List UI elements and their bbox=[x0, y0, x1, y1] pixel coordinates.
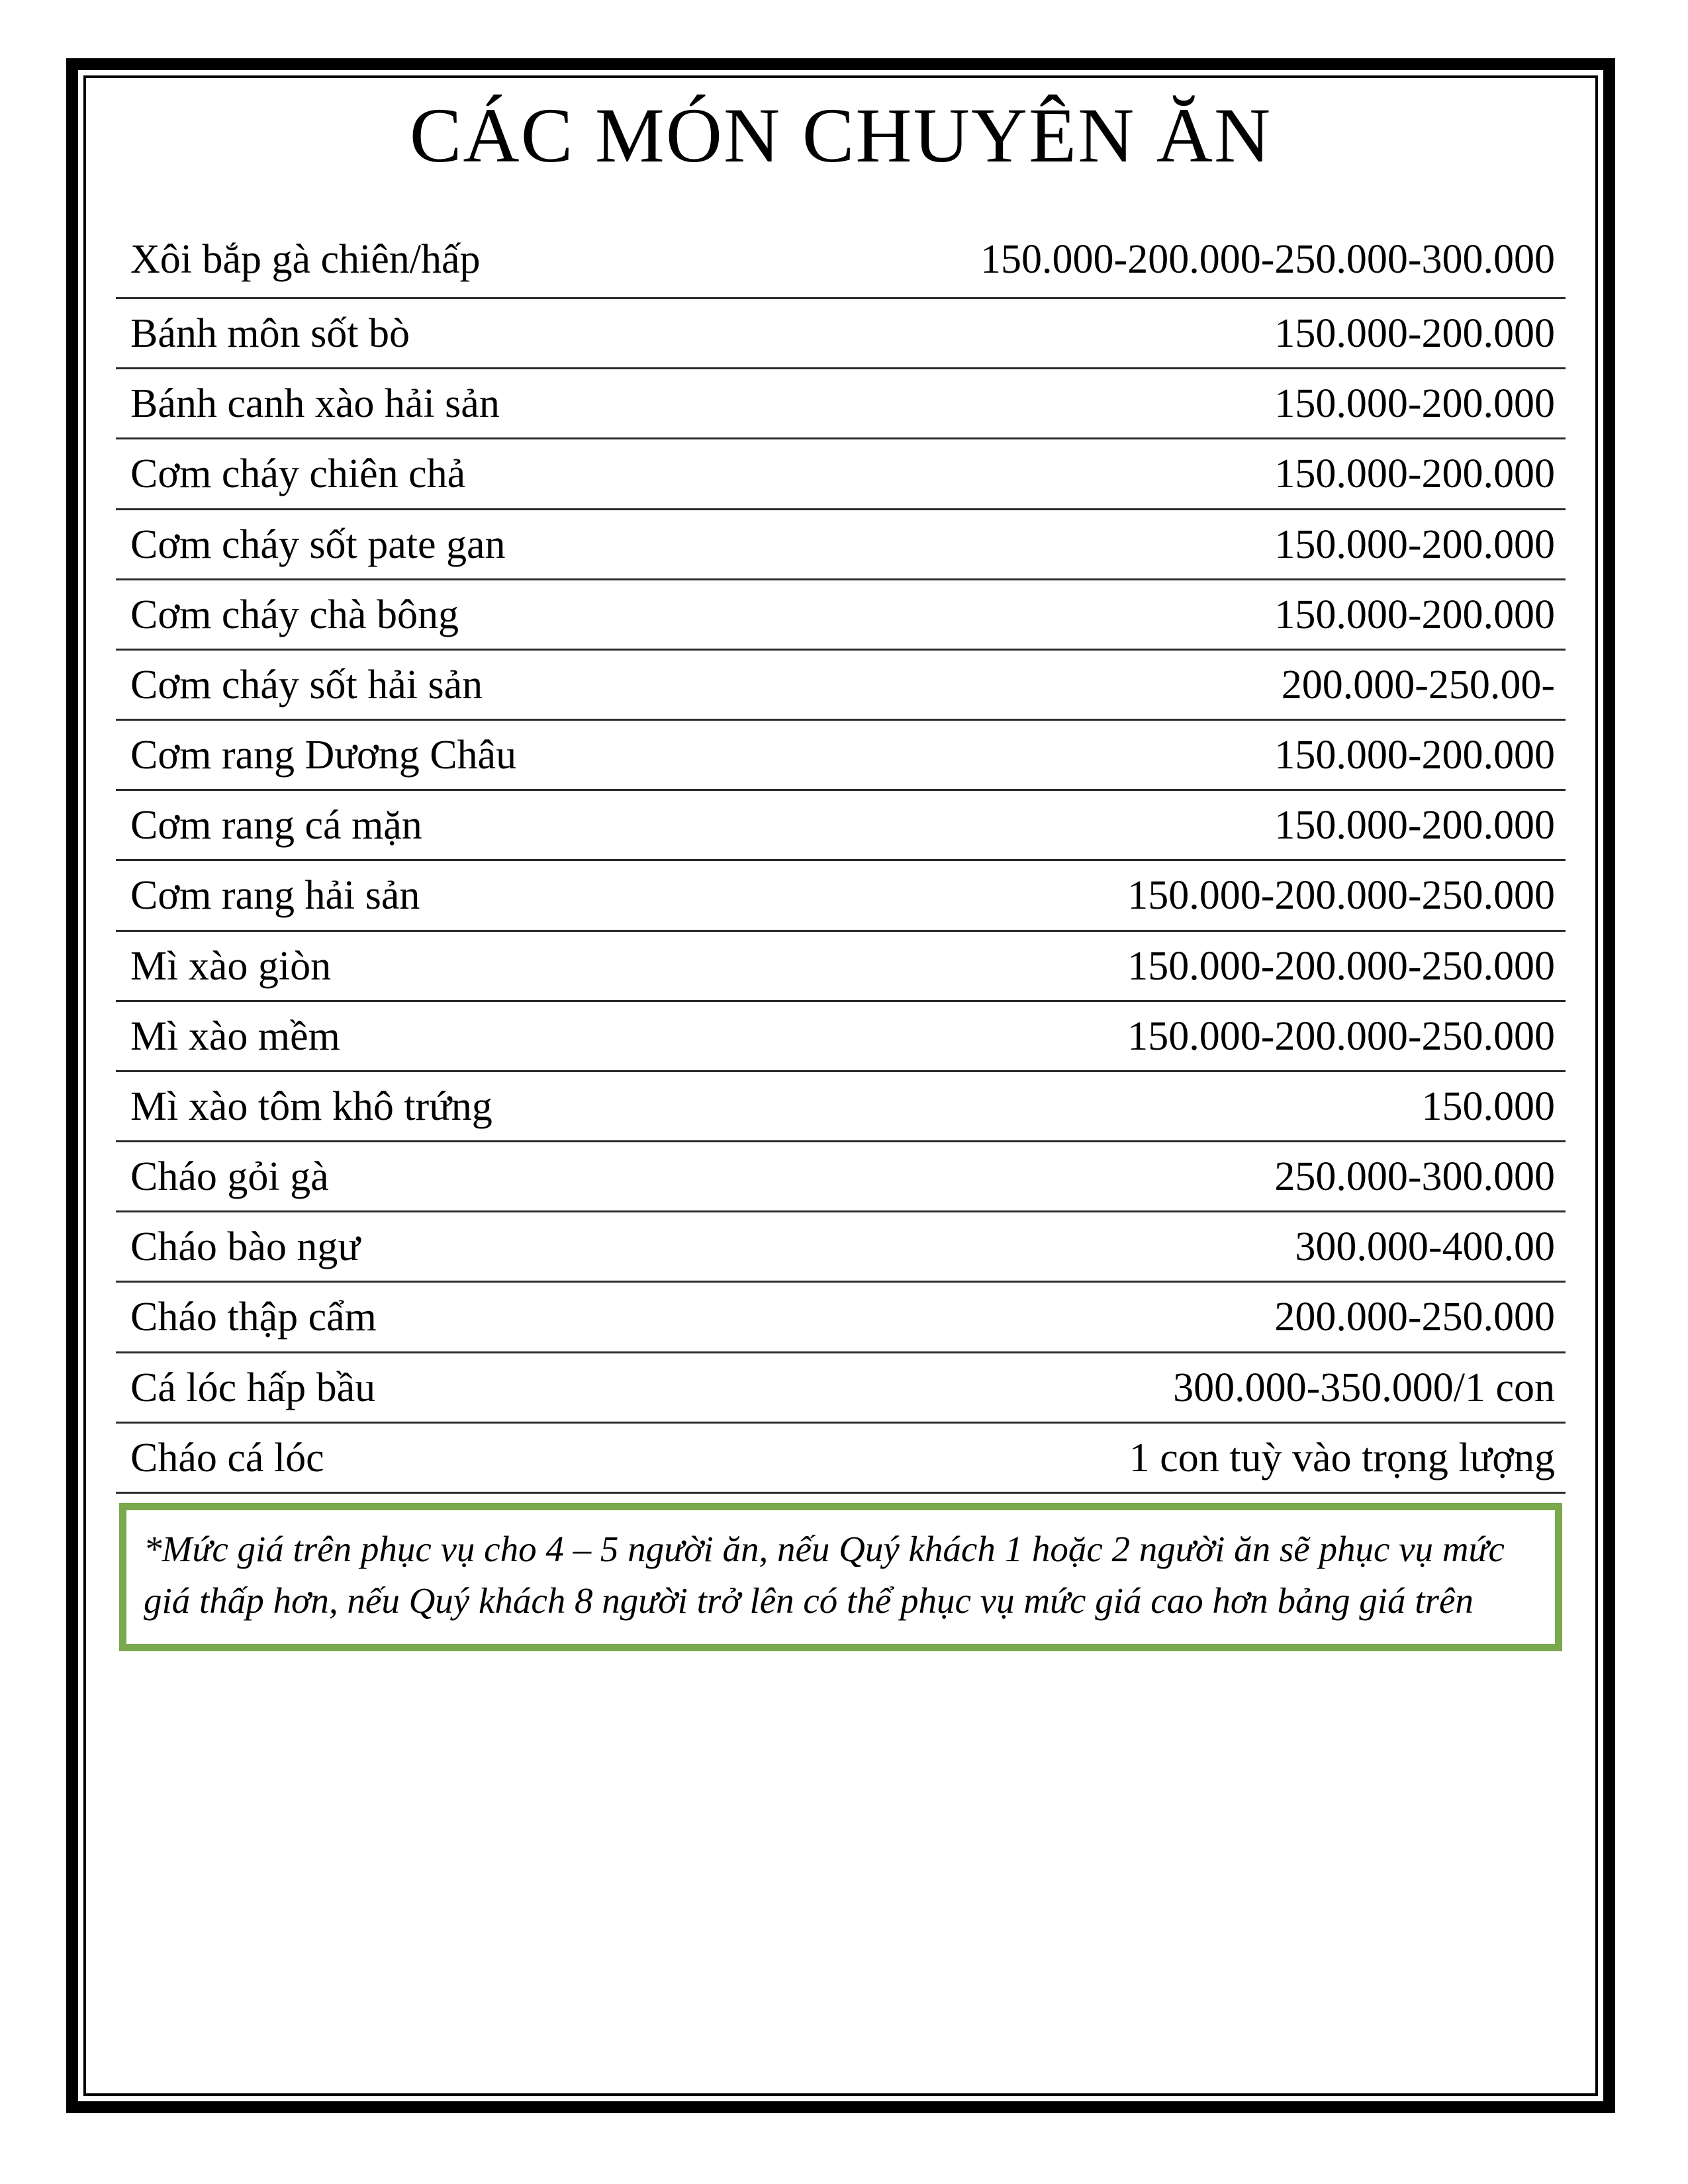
table-row bbox=[116, 1422, 1566, 1492]
footnote-box bbox=[119, 1503, 1562, 1651]
menu-table-body bbox=[116, 218, 1566, 1492]
table-row bbox=[116, 649, 1566, 719]
dish-price: 150.000-200.000-250.000 bbox=[1127, 943, 1555, 989]
table-row bbox=[116, 218, 1566, 298]
menu-sheet bbox=[86, 78, 1595, 2093]
dish-price: 150.000-200.000 bbox=[1274, 451, 1555, 497]
dish-name: Cơm rang Dương Châu bbox=[130, 733, 517, 778]
dish-name: Cháo gỏi gà bbox=[130, 1154, 329, 1200]
dish-price: 150.000-200.000 bbox=[1274, 381, 1555, 427]
dish-price: 150.000-200.000-250.000 bbox=[1127, 873, 1555, 919]
dish-price: 150.000-200.000-250.000-300.000 bbox=[980, 237, 1555, 282]
dish-name: Cơm cháy chà bông bbox=[130, 592, 459, 637]
table-row bbox=[116, 720, 1566, 790]
table-row bbox=[116, 579, 1566, 649]
page-inner-frame bbox=[83, 75, 1598, 2096]
dish-price: 150.000-200.000 bbox=[1274, 733, 1555, 778]
dish-name: Cá lóc hấp bầu bbox=[130, 1365, 376, 1410]
dish-price: 150.000-200.000 bbox=[1274, 311, 1555, 357]
dish-price: 150.000-200.000 bbox=[1274, 522, 1555, 567]
table-row bbox=[116, 1282, 1566, 1352]
table-row bbox=[116, 1142, 1566, 1212]
table-row bbox=[116, 931, 1566, 1001]
dish-name: Cháo cá lóc bbox=[130, 1435, 324, 1480]
table-row bbox=[116, 369, 1566, 439]
table-row bbox=[116, 1071, 1566, 1141]
dish-name: Cơm cháy sốt pate gan bbox=[130, 522, 506, 567]
dish-name: Mì xào giòn bbox=[130, 943, 332, 989]
dish-price: 250.000-300.000 bbox=[1274, 1154, 1555, 1200]
dish-name: Xôi bắp gà chiên/hấp bbox=[130, 237, 481, 282]
dish-price: 150.000-200.000 bbox=[1274, 592, 1555, 637]
table-row bbox=[116, 298, 1566, 369]
dish-name: Cháo bào ngư bbox=[130, 1224, 360, 1270]
table-row bbox=[116, 1212, 1566, 1282]
dish-price: 200.000-250.000 bbox=[1274, 1295, 1555, 1340]
dish-price: 300.000-400.00 bbox=[1295, 1224, 1555, 1270]
dish-name: Cơm rang hải sản bbox=[130, 873, 420, 919]
table-row bbox=[116, 790, 1566, 860]
dish-name: Cơm rang cá mặn bbox=[130, 803, 422, 848]
dish-name: Cơm cháy chiên chả bbox=[130, 451, 466, 497]
dish-name: Bánh canh xào hải sản bbox=[130, 381, 500, 427]
dish-name: Bánh môn sốt bò bbox=[130, 311, 410, 357]
dish-name: Cháo thập cẩm bbox=[130, 1295, 377, 1340]
dish-price: 150.000-200.000 bbox=[1274, 803, 1555, 848]
page-outer-frame bbox=[66, 58, 1615, 2113]
dish-name: Mì xào mềm bbox=[130, 1013, 340, 1059]
page-title: CÁC MÓN CHUYÊN ĂN bbox=[409, 92, 1272, 179]
table-row bbox=[116, 439, 1566, 509]
table-row bbox=[116, 509, 1566, 579]
menu-items-table bbox=[116, 218, 1566, 1494]
dish-price: 150.000 bbox=[1421, 1083, 1555, 1129]
footnote-text: *Mức giá trên phục vụ cho 4 – 5 người ăn, nếu Quý khách 1 hoặc 2 người ăn sẽ phục vụ mức giá thấp hơn, nếu Quý khách 8 người trở lên có thể phục vụ mức giá cao hơn bảng giá trên bbox=[144, 1528, 1505, 1621]
table-row bbox=[116, 1352, 1566, 1422]
table-row bbox=[116, 860, 1566, 931]
dish-name: Mì xào tôm khô trứng bbox=[130, 1083, 492, 1129]
dish-price: 150.000-200.000-250.000 bbox=[1127, 1013, 1555, 1059]
dish-name: Cơm cháy sốt hải sản bbox=[130, 662, 483, 707]
dish-price: 1 con tuỳ vào trọng lượng bbox=[1129, 1435, 1555, 1480]
table-row bbox=[116, 1001, 1566, 1071]
dish-price: 300.000-350.000/1 con bbox=[1173, 1365, 1555, 1410]
dish-price: 200.000-250.00- bbox=[1281, 662, 1555, 707]
